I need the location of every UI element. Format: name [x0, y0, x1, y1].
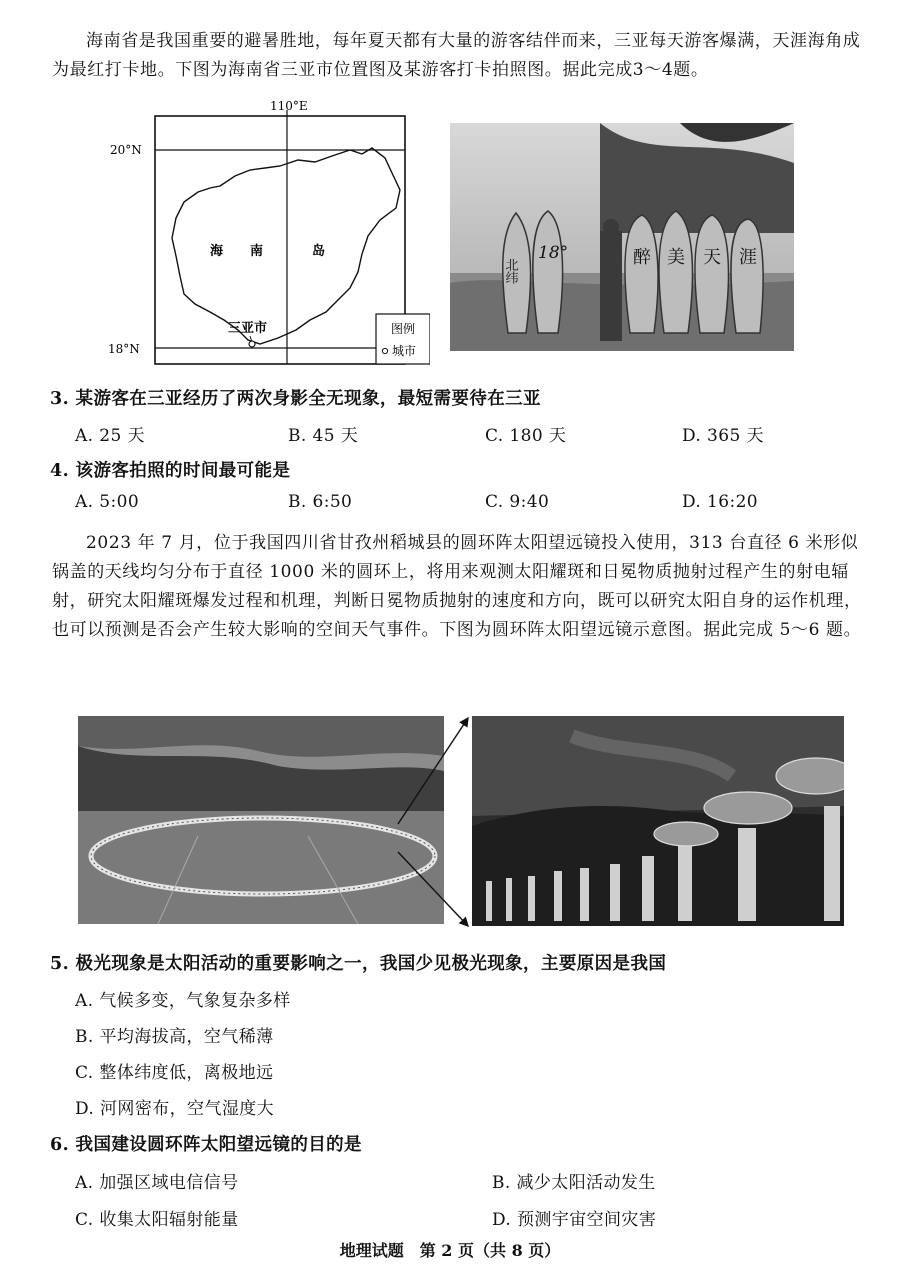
board-text-1: 北纬 — [502, 258, 518, 284]
latitude-bottom-label: 18°N — [108, 342, 140, 356]
longitude-label: 110°E — [270, 99, 308, 113]
page-footer: 地理试题 第 2 页（共 8 页） — [339, 1241, 561, 1260]
question-4-stem: 4. 该游客拍照的时间最可能是 — [50, 461, 291, 481]
question-5-stem: 5. 极光现象是太阳活动的重要影响之一，我国少见极光现象，主要原因是我国 — [50, 954, 667, 974]
hainan-island-outline — [172, 148, 400, 344]
board-text-6: 涯 — [739, 247, 757, 268]
legend-city-label: 城市 — [392, 344, 417, 358]
q4-option-b[interactable]: B. 6:50 — [288, 492, 353, 512]
antenna-night-photo — [472, 716, 844, 926]
city-label: 三亚市 — [228, 321, 268, 336]
q4-option-d[interactable]: D. 16:20 — [682, 492, 759, 512]
q6-option-b[interactable]: B. 减少太阳活动发生 — [492, 1173, 656, 1193]
island-char-1: 海 — [210, 244, 224, 259]
board-text-5: 天 — [703, 247, 721, 268]
tianya-haijiao-photo — [450, 123, 794, 351]
board-text-2: 18° — [538, 243, 569, 263]
island-char-3: 岛 — [312, 244, 326, 259]
legend-city-icon — [382, 348, 387, 353]
q3-option-c[interactable]: C. 180 天 — [485, 426, 567, 446]
q5-option-a[interactable]: A. 气候多变，气象复杂多样 — [75, 991, 291, 1011]
q5-option-c[interactable]: C. 整体纬度低，离极地远 — [75, 1063, 274, 1083]
q6-option-a[interactable]: A. 加强区域电信信号 — [75, 1173, 239, 1193]
question-6-stem: 6. 我国建设圆环阵太阳望远镜的目的是 — [50, 1135, 362, 1155]
board-text-3: 醉 — [633, 247, 651, 268]
intro-paragraph-1: 海南省是我国重要的避暑胜地，每年夏天都有大量的游客结伴而来，三亚每天游客爆满，天涯海角成为最红打卡地。下图为海南省三亚市位置图及某游客打卡拍照图。据此完成3～4题。 — [52, 31, 861, 80]
sanya-city-marker — [249, 341, 255, 347]
q4-option-a[interactable]: A. 5:00 — [75, 492, 140, 512]
q3-option-d[interactable]: D. 365 天 — [682, 426, 764, 446]
legend-title: 图例 — [391, 322, 416, 336]
connector-arrows — [396, 712, 476, 932]
question-3-stem: 3. 某游客在三亚经历了两次身影全无现象，最短需要待在三亚 — [50, 389, 541, 409]
intro-paragraph-2: 2023 年 7 月，位于我国四川省甘孜州稻城县的圆环阵太阳望远镜投入使用，313 台直径 6 米形似锅盖的天线均匀分布于直径 1000 米的圆环上，将用来观测太阳耀斑和日冕物质抛射过程产生的射电辐射，研究太阳耀斑爆发过程和机理，判断日冕物质抛射的速度和方向，既可以研究太阳自身的运作机理，也可以预测是否会产生较大影响的空间天气事件。下图为圆环阵太阳望远镜示意图。据此完成 5～6 题。 — [52, 533, 862, 640]
q3-option-b[interactable]: B. 45 天 — [288, 426, 359, 446]
q4-option-c[interactable]: C. 9:40 — [485, 492, 550, 512]
board-text-4: 美 — [667, 247, 685, 268]
q5-option-d[interactable]: D. 河网密布，空气湿度大 — [75, 1099, 275, 1119]
ring-array-aerial-photo — [78, 716, 444, 924]
q3-option-a[interactable]: A. 25 天 — [75, 426, 145, 446]
q6-option-c[interactable]: C. 收集太阳辐射能量 — [75, 1210, 239, 1230]
sanya-location-map — [100, 98, 430, 368]
q5-option-b[interactable]: B. 平均海拔高，空气稀薄 — [75, 1027, 274, 1047]
island-char-2: 南 — [250, 244, 264, 259]
latitude-top-label: 20°N — [110, 143, 142, 157]
q6-option-d[interactable]: D. 预测宇宙空间灾害 — [492, 1210, 657, 1230]
